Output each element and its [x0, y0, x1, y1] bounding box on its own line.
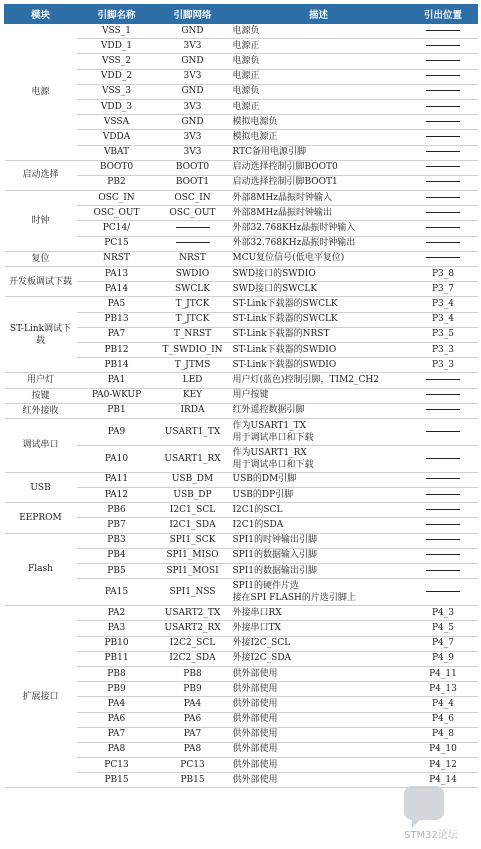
output-position-cell — [409, 115, 478, 130]
description-cell: USB的DP引脚 — [229, 488, 409, 503]
table-row — [5, 251, 478, 266]
pin-net-cell: 3V3 — [157, 69, 229, 84]
pin-net-cell: KEY — [157, 388, 229, 403]
header-pin-name: 引脚名称 — [77, 5, 157, 24]
dash-placeholder — [426, 106, 460, 107]
pin-name-cell: PA14 — [77, 282, 157, 297]
description-cell: 电源负 — [229, 54, 409, 69]
description-cell: 电源正 — [229, 39, 409, 54]
pin-name-cell: PB14 — [77, 358, 157, 373]
table-header-row — [5, 5, 478, 24]
output-position-cell — [409, 206, 478, 221]
pin-name-cell: NRST — [77, 251, 157, 266]
dash-placeholder — [426, 90, 460, 91]
dash-placeholder — [426, 227, 460, 228]
output-position-cell — [409, 160, 478, 175]
dash-placeholder — [426, 509, 460, 510]
description-cell: 启动选择控制引脚BOOT1 — [229, 175, 409, 190]
output-position-cell: P4_13 — [409, 682, 478, 697]
pin-name-cell: PB12 — [77, 342, 157, 357]
pin-name-cell: PA12 — [77, 488, 157, 503]
pin-name-cell: VDDA — [77, 130, 157, 145]
description-cell: 供外部使用 — [229, 682, 409, 697]
dash-placeholder — [426, 554, 460, 555]
output-position-cell: P4_3 — [409, 606, 478, 621]
output-position-cell: P4_5 — [409, 621, 478, 636]
pin-name-cell: PB13 — [77, 312, 157, 327]
table-row — [5, 472, 478, 487]
pin-name-cell: PA2 — [77, 606, 157, 621]
pin-name-cell: PC13 — [77, 758, 157, 773]
pin-name-cell: PA0-WKUP — [77, 388, 157, 403]
description-cell: 供外部使用 — [229, 773, 409, 788]
pin-net-cell: 3V3 — [157, 145, 229, 160]
dash-placeholder — [426, 181, 460, 182]
module-cell: USB — [5, 472, 77, 502]
pin-net-cell: USART1_RX — [157, 445, 229, 472]
pin-name-cell: PA13 — [77, 267, 157, 282]
pin-name-cell: OSC_OUT — [77, 206, 157, 221]
pin-net-cell: SPI1_SCK — [157, 533, 229, 548]
output-position-cell — [409, 175, 478, 190]
output-position-cell — [409, 388, 478, 403]
module-cell: EEPROM — [5, 503, 77, 533]
pin-net-cell: GND — [157, 54, 229, 69]
table-row — [5, 388, 478, 403]
pin-net-cell: T_JTMS — [157, 358, 229, 373]
description-cell: 红外遥控数据引脚 — [229, 403, 409, 418]
pin-net-cell: T_SWDIO_IN — [157, 342, 229, 357]
pin-net-cell: PA8 — [157, 742, 229, 757]
description-cell: SPI1的数据输入引脚 — [229, 548, 409, 563]
pin-net-cell: PA4 — [157, 697, 229, 712]
output-position-cell: P3_3 — [409, 358, 478, 373]
output-position-cell — [409, 472, 478, 487]
pin-name-cell: PA6 — [77, 712, 157, 727]
output-position-cell: P4_8 — [409, 727, 478, 742]
pin-name-cell: PB5 — [77, 564, 157, 579]
pin-net-cell: I2C2_SCL — [157, 636, 229, 651]
output-position-cell — [409, 579, 478, 606]
pin-net-cell: SPI1_NSS — [157, 579, 229, 606]
description-cell: ST-Link下载器的SWDIO — [229, 358, 409, 373]
dash-placeholder — [426, 166, 460, 167]
module-cell: 启动选择 — [5, 160, 77, 190]
module-cell: 开发板调试下载 — [5, 267, 77, 297]
table-row — [5, 267, 478, 282]
module-cell: 红外接收 — [5, 403, 77, 418]
description-cell: I2C1的SDA — [229, 518, 409, 533]
pin-name-cell: PB9 — [77, 682, 157, 697]
pin-name-cell: PA10 — [77, 445, 157, 472]
description-cell: SPI1的数据输出引脚 — [229, 564, 409, 579]
pin-net-cell: USB_DM — [157, 472, 229, 487]
pin-net-cell: PB15 — [157, 773, 229, 788]
dash-placeholder — [426, 591, 460, 592]
forum-watermark — [398, 780, 476, 842]
description-cell: ST-Link下载器的NRST — [229, 327, 409, 342]
pin-net-cell: I2C2_SDA — [157, 651, 229, 666]
pin-net-cell: USART2_TX — [157, 606, 229, 621]
description-cell: ST-Link下载器的SWCLK — [229, 297, 409, 312]
pin-net-cell: SPI1_MISO — [157, 548, 229, 563]
output-position-cell: P4_12 — [409, 758, 478, 773]
pin-net-cell: PA7 — [157, 727, 229, 742]
description-cell: 外部32.768KHz晶振时钟输出 — [229, 236, 409, 251]
table-row — [5, 160, 478, 175]
description-cell: 供外部使用 — [229, 727, 409, 742]
pin-name-cell: PA15 — [77, 579, 157, 606]
dash-placeholder — [426, 478, 460, 479]
pin-net-cell: LED — [157, 373, 229, 388]
pin-table-container — [4, 4, 477, 788]
output-position-cell — [409, 191, 478, 206]
pin-net-cell: I2C1_SDA — [157, 518, 229, 533]
pin-assignment-table — [4, 4, 478, 788]
table-body — [5, 24, 478, 788]
pin-net-cell: OSC_IN — [157, 191, 229, 206]
dash-placeholder — [426, 394, 460, 395]
description-cell: ST-Link下载器的SWDIO — [229, 342, 409, 357]
description-cell: 外接串口RX — [229, 606, 409, 621]
description-cell: MCU复位信号(低电平复位) — [229, 251, 409, 266]
output-position-cell — [409, 403, 478, 418]
description-cell: 模拟电源正 — [229, 130, 409, 145]
description-cell: 外部8MHz晶振时钟输出 — [229, 206, 409, 221]
pin-net-cell: T_NRST — [157, 327, 229, 342]
watermark-text: STM32论坛 — [404, 830, 458, 841]
description-cell: SWD接口的SWCLK — [229, 282, 409, 297]
pin-name-cell: PB7 — [77, 518, 157, 533]
pin-net-cell — [157, 221, 229, 236]
pin-name-cell: PA9 — [77, 418, 157, 445]
pin-name-cell: PA4 — [77, 697, 157, 712]
module-cell: Flash — [5, 533, 77, 606]
dash-placeholder — [426, 458, 460, 459]
output-position-cell: P3_8 — [409, 267, 478, 282]
pin-name-cell: PA1 — [77, 373, 157, 388]
pin-net-cell: 3V3 — [157, 130, 229, 145]
output-position-cell: P3_7 — [409, 282, 478, 297]
dash-placeholder — [426, 524, 460, 525]
output-position-cell — [409, 39, 478, 54]
dash-placeholder — [426, 75, 460, 76]
description-cell: 用户按键 — [229, 388, 409, 403]
module-cell: 用户灯 — [5, 373, 77, 388]
output-position-cell — [409, 221, 478, 236]
table-row — [5, 533, 478, 548]
pin-net-cell: USART1_TX — [157, 418, 229, 445]
output-position-cell — [409, 145, 478, 160]
pin-net-cell: IRDA — [157, 403, 229, 418]
output-position-cell — [409, 373, 478, 388]
description-cell: 作为USART1_TX 用于调试串口和下载 — [229, 418, 409, 445]
table-row — [5, 418, 478, 445]
description-cell: 供外部使用 — [229, 742, 409, 757]
dash-placeholder — [426, 121, 460, 122]
pin-name-cell: PB15 — [77, 773, 157, 788]
description-cell: 外接I2C_SCL — [229, 636, 409, 651]
pin-name-cell: PA5 — [77, 297, 157, 312]
pin-name-cell: VSS_3 — [77, 84, 157, 99]
pin-net-cell: PB8 — [157, 666, 229, 681]
output-position-cell: P4_6 — [409, 712, 478, 727]
dash-placeholder — [426, 570, 460, 571]
module-cell: 按键 — [5, 388, 77, 403]
pin-name-cell: PB3 — [77, 533, 157, 548]
pin-name-cell: PB1 — [77, 403, 157, 418]
output-position-cell — [409, 24, 478, 39]
header-module: 模块 — [5, 5, 77, 24]
description-cell: 供外部使用 — [229, 666, 409, 681]
dash-placeholder — [426, 257, 460, 258]
pin-net-cell: GND — [157, 84, 229, 99]
pin-name-cell: VDD_3 — [77, 99, 157, 114]
pin-name-cell: PA11 — [77, 472, 157, 487]
output-position-cell — [409, 548, 478, 563]
dash-placeholder — [426, 494, 460, 495]
module-cell: 电源 — [5, 24, 77, 161]
dash-placeholder — [426, 45, 460, 46]
description-cell: 供外部使用 — [229, 697, 409, 712]
pin-net-cell: SWCLK — [157, 282, 229, 297]
description-cell: 电源正 — [229, 69, 409, 84]
description-cell: 电源负 — [229, 24, 409, 39]
pin-net-cell: USB_DP — [157, 488, 229, 503]
description-cell: SPI1的硬件片选 接在SPI FLASH的片选引脚上 — [229, 579, 409, 606]
pin-net-cell: T_JTCK — [157, 297, 229, 312]
pin-name-cell: PB4 — [77, 548, 157, 563]
pin-name-cell: BOOT0 — [77, 160, 157, 175]
header-pin-net: 引脚网络 — [157, 5, 229, 24]
output-position-cell: P4_11 — [409, 666, 478, 681]
table-row — [5, 403, 478, 418]
pin-net-cell — [157, 236, 229, 251]
output-position-cell — [409, 418, 478, 445]
output-position-cell — [409, 99, 478, 114]
pin-net-cell: GND — [157, 24, 229, 39]
header-description: 描述 — [229, 5, 409, 24]
pin-name-cell: VSS_1 — [77, 24, 157, 39]
dash-placeholder — [426, 242, 460, 243]
output-position-cell: P3_5 — [409, 327, 478, 342]
dash-placeholder — [426, 379, 460, 380]
description-cell: SWD接口的SWDIO — [229, 267, 409, 282]
pin-name-cell: PB2 — [77, 175, 157, 190]
output-position-cell: P4_10 — [409, 742, 478, 757]
description-cell: 外接串口TX — [229, 621, 409, 636]
dash-placeholder — [176, 227, 210, 228]
pin-name-cell: PC14/ — [77, 221, 157, 236]
description-cell: 外接I2C_SDA — [229, 651, 409, 666]
description-cell: 电源负 — [229, 84, 409, 99]
description-cell: ST-Link下载器的SWCLK — [229, 312, 409, 327]
pin-net-cell: I2C1_SCL — [157, 503, 229, 518]
output-position-cell — [409, 503, 478, 518]
description-cell: SPI1的时钟输出引脚 — [229, 533, 409, 548]
pin-name-cell: PA8 — [77, 742, 157, 757]
module-cell: 扩展接口 — [5, 606, 77, 788]
pin-name-cell: VDD_2 — [77, 69, 157, 84]
dash-placeholder — [426, 409, 460, 410]
module-cell: 时钟 — [5, 191, 77, 252]
output-position-cell: P3_4 — [409, 297, 478, 312]
pin-name-cell: VBAT — [77, 145, 157, 160]
pin-name-cell: PA7 — [77, 327, 157, 342]
description-cell: 启动选择控制引脚BOOT0 — [229, 160, 409, 175]
description-cell: 作为USART1_RX 用于调试串口和下载 — [229, 445, 409, 472]
output-position-cell — [409, 69, 478, 84]
output-position-cell — [409, 84, 478, 99]
pin-net-cell: SWDIO — [157, 267, 229, 282]
pin-name-cell: PB10 — [77, 636, 157, 651]
dash-placeholder — [426, 431, 460, 432]
header-output-position: 引出位置 — [409, 5, 478, 24]
output-position-cell — [409, 564, 478, 579]
pin-name-cell: PA7 — [77, 727, 157, 742]
dash-placeholder — [426, 136, 460, 137]
pin-net-cell: BOOT0 — [157, 160, 229, 175]
output-position-cell — [409, 54, 478, 69]
table-row — [5, 503, 478, 518]
module-cell: 复位 — [5, 251, 77, 266]
description-cell: I2C1的SCL — [229, 503, 409, 518]
pin-net-cell: T_JTCK — [157, 312, 229, 327]
output-position-cell: P4_9 — [409, 651, 478, 666]
description-cell: 供外部使用 — [229, 712, 409, 727]
description-cell: 供外部使用 — [229, 758, 409, 773]
pin-name-cell: VDD_1 — [77, 39, 157, 54]
table-row — [5, 297, 478, 312]
output-position-cell — [409, 445, 478, 472]
dash-placeholder — [426, 151, 460, 152]
pin-net-cell: USART2_RX — [157, 621, 229, 636]
output-position-cell: P3_4 — [409, 312, 478, 327]
table-row — [5, 24, 478, 39]
output-position-cell — [409, 251, 478, 266]
table-row — [5, 606, 478, 621]
pin-net-cell: OSC_OUT — [157, 206, 229, 221]
chat-bubble-icon — [404, 786, 444, 820]
table-row — [5, 373, 478, 388]
description-cell: 用户灯(蓝色)控制引脚，TIM2_CH2 — [229, 373, 409, 388]
pin-net-cell: PA6 — [157, 712, 229, 727]
pin-net-cell: GND — [157, 115, 229, 130]
pin-net-cell: 3V3 — [157, 39, 229, 54]
dash-placeholder — [426, 539, 460, 540]
pin-name-cell: VSSA — [77, 115, 157, 130]
pin-name-cell: PB11 — [77, 651, 157, 666]
pin-name-cell: PB6 — [77, 503, 157, 518]
output-position-cell — [409, 236, 478, 251]
pin-net-cell: PB9 — [157, 682, 229, 697]
output-position-cell — [409, 518, 478, 533]
description-cell: 模拟电源负 — [229, 115, 409, 130]
table-row — [5, 191, 478, 206]
pin-net-cell: 3V3 — [157, 99, 229, 114]
module-cell: 调试串口 — [5, 418, 77, 472]
description-cell: 电源正 — [229, 99, 409, 114]
output-position-cell: P4_4 — [409, 697, 478, 712]
pin-net-cell: SPI1_MOSI — [157, 564, 229, 579]
dash-placeholder — [426, 197, 460, 198]
output-position-cell: P4_7 — [409, 636, 478, 651]
pin-name-cell: PC15 — [77, 236, 157, 251]
output-position-cell: P3_3 — [409, 342, 478, 357]
output-position-cell: P4_14 — [409, 773, 478, 788]
pin-name-cell: PB8 — [77, 666, 157, 681]
pin-net-cell: BOOT1 — [157, 175, 229, 190]
output-position-cell — [409, 488, 478, 503]
module-cell: ST-Link调试下载 — [5, 297, 77, 373]
description-cell: 外部8MHz晶振时钟输入 — [229, 191, 409, 206]
output-position-cell — [409, 130, 478, 145]
description-cell: 外部32.768KHz晶振时钟输入 — [229, 221, 409, 236]
dash-placeholder — [426, 30, 460, 31]
description-cell: RTC备用电源引脚 — [229, 145, 409, 160]
pin-name-cell: PA3 — [77, 621, 157, 636]
pin-net-cell: NRST — [157, 251, 229, 266]
pin-net-cell: PC13 — [157, 758, 229, 773]
output-position-cell — [409, 533, 478, 548]
pin-name-cell: VSS_2 — [77, 54, 157, 69]
dash-placeholder — [426, 212, 460, 213]
dash-placeholder — [176, 242, 210, 243]
dash-placeholder — [426, 60, 460, 61]
description-cell: USB的DM引脚 — [229, 472, 409, 487]
pin-name-cell: OSC_IN — [77, 191, 157, 206]
